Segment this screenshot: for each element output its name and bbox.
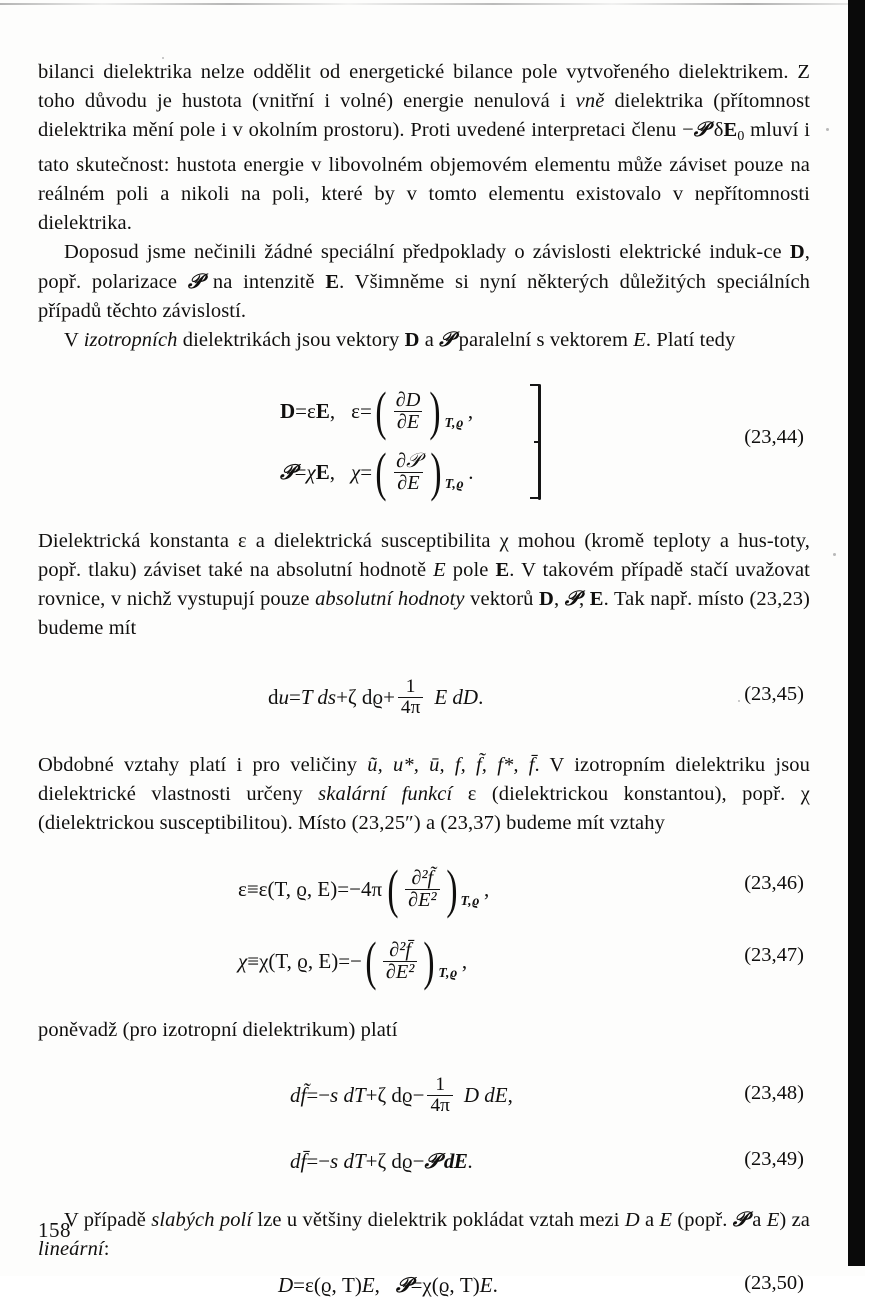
equals-sign: = [338,948,351,973]
paragraph-ponevadz [38,1016,810,1045]
scan-edge-artifact-top [0,3,850,5]
p5-text-b: . V izotropním dielektriku jsou dielektrické vlastnosti určeny [38,754,811,806]
equation-23-47 [38,932,810,990]
script-p-symbol: 𝒫 [732,1208,748,1231]
eq-23-44-line-1 [280,380,474,441]
plus-sign: + [336,684,348,709]
p2-text-c: na intenzitě [202,270,326,293]
fraction-numerator: ∂²f̄ [389,938,411,961]
p7-emph-slabych-poli: slabých polí [151,1208,253,1231]
equals-sign: = [360,459,373,484]
equals-sign: = [289,684,301,709]
trailing-comma: , [507,1083,513,1108]
eq-23-49-body [290,1149,473,1174]
chi-symbol: χ [306,459,316,484]
eq-23-45-body [268,677,483,718]
equals-sign: = [306,1083,319,1108]
term-zeta-drho: ζ dϱ [347,684,384,709]
italic-d-symbol: D [278,1273,294,1298]
equation-number: (23,46) [744,872,804,895]
fraction-numerator: 1 [435,1074,445,1095]
fraction-denominator: 4π [398,697,423,718]
p4-emph-absolutni-hodnoty: absolutní hodnoty [315,588,465,611]
paragraph-izotropnich [38,326,810,355]
plus-sign: + [365,1083,378,1108]
script-p-symbol: 𝒫 [439,328,454,351]
right-paren: ) [429,380,442,441]
right-paren: ) [423,930,435,991]
plus-sign: + [365,1149,378,1174]
identity-sign: ≡ [246,876,259,901]
subscript-t-rho: T,ϱ [444,414,464,430]
equation-number: (23,50) [744,1271,804,1294]
second-partial-derivative-group [362,930,458,991]
u-symbol: u [278,684,289,709]
right-paren: ) [445,858,458,919]
left-paren: ( [375,441,387,502]
trailing-comma: , [484,876,490,901]
equation-number: (23,44) [744,425,804,448]
left-paren: ( [365,930,377,991]
eq-23-50-body [278,1273,498,1298]
epsilon-function: ε(ϱ, T) [305,1273,362,1298]
paragraph-slabych-poli [38,1206,810,1264]
partial-derivative-group [372,380,464,441]
differential-f-tilde: df̃ [290,1083,307,1108]
italic-e-symbol: E [479,1273,493,1298]
p3-text-c: a [419,328,440,351]
trailing-comma: , [461,948,468,973]
second-partial-derivative-group [384,858,481,919]
identity-sign: ≡ [247,948,260,973]
term-zeta-drho: ζ dϱ [377,1149,413,1174]
p7-text-e: a [747,1208,767,1231]
equation-number: (23,45) [744,683,804,706]
p7-emph-linearni: lineární [38,1237,104,1260]
chi-function: χ(T, ϱ, E) [259,948,339,973]
epsilon-symbol: ε [307,398,316,423]
p6-text: poněvadž (pro izotropní dielektrikum) platí [38,1019,398,1042]
fraction [393,390,424,433]
paragraph-obdobne-vztahy [38,751,810,838]
equation-23-49 [38,1142,810,1182]
p2-text-a: Doposud jsme nečinili žádné speciální předpoklady o závislosti elektrické induk-ce [64,241,790,264]
fraction-one-over-four-pi [398,677,423,718]
italic-e-symbol: E [361,1273,375,1298]
p2-text-b: , popř. polarizace [38,241,810,293]
trailing-period: . [468,459,474,484]
italic-e-symbol: E [659,1208,673,1231]
vector-d-symbol: D [789,241,805,264]
p5-text-c: ε (dielektrickou konstantou), popř. χ (dielektrickou susceptibilitou). Místo (23,25″) a (23,37) budeme mít vztahy [38,783,810,835]
p1-line2-c: dielektrika (přítomnost [604,90,810,113]
p1-line6: v nepřítomnosti dielektrika. [38,183,810,235]
fraction-denominator: ∂E [394,472,422,494]
vector-e-symbol: E [723,119,738,142]
p3-text-a: V [64,328,84,351]
left-paren: ( [387,858,399,919]
equation-23-44 [38,381,810,503]
comma: , [329,398,336,423]
comma: , [579,588,590,611]
subscript-zero: 0 [737,129,745,145]
fraction-numerator: ∂D [395,388,421,411]
minus-sign: − [682,119,694,142]
fraction-numerator: 1 [405,675,416,697]
p3-text-d: paralelní s vektorem [453,328,634,351]
equation-number: (23,49) [744,1147,804,1170]
term-tds: T ds [300,684,337,709]
eq-23-44-line-2 [280,441,474,502]
term-e-dd: E dD [434,684,479,709]
p5-text-a: Obdobné vztahy platí i pro veličiny [38,754,368,777]
p1-line1: bilanci dielektrika nelze oddělit od energetické bilance pole vytvořeného dielektrikem. [38,61,789,83]
fraction-one-over-four-pi [427,1075,452,1116]
p4-text-a: Dielektrická konstanta ε a dielektrická susceptibilita χ mohou (kromě teploty a hus-toty, popř. tlaku) záviset také na absolutní hodnotě [38,529,810,581]
p4-text-b: pole [445,558,496,581]
equation-number: (23,47) [744,944,804,967]
plus-sign: + [383,684,395,709]
p7-text-g: : [103,1237,110,1260]
equals-sign: = [294,459,307,484]
fraction-denominator: 4π [427,1095,452,1116]
minus-sign: − [318,1149,331,1174]
equals-sign: = [410,1273,423,1298]
scan-speck [833,553,836,556]
minus-sign: − [349,876,361,901]
eq-23-48-body [290,1075,513,1116]
vector-e-symbol: E [589,588,604,611]
term-d-de: D dE [463,1083,508,1108]
trailing-comma: , [467,398,474,423]
p1-line3-a: dielektrika mění pole i v okolním prostoru). Proti uvedené interpretaci členu [38,119,683,142]
eq-23-47-body [238,930,468,991]
equation-number: (23,48) [744,1081,804,1104]
p3-emph-izotropnich: izotropních [83,328,178,351]
differential-u: du [268,684,289,709]
equation-23-48 [38,1068,810,1124]
p1-line4: mluví i tato skutečnost: hustota energie v libovolném objemovém elementu může [38,119,810,177]
equation-23-45 [38,669,810,725]
right-paren: ) [430,441,442,502]
fraction [393,451,424,494]
coefficient-four-pi: 4π [360,876,383,901]
script-p-symbol: 𝒫 [395,1273,411,1298]
epsilon-function: ε(T, ϱ, E) [258,876,338,901]
comma: , [553,588,565,611]
script-p-symbol: 𝒫 [280,459,295,484]
comma: , [374,1273,380,1298]
vector-d-symbol: D [539,588,554,611]
fraction [405,868,439,911]
p4-text-g: . Tak např. místo (23,23) budeme mít [38,588,810,640]
scan-margin-strip [865,0,877,1276]
p3-text-b: dielektrikách jsou vektory [177,328,405,351]
fraction-denominator: ∂E² [405,889,439,911]
p4-text-c: . V takovém případě stačí uvažovat rovnice, v nichž vystupují pouze [38,558,810,611]
p1-emph-vne: vně [575,90,605,113]
paragraph-doposud [38,238,810,325]
equals-sign: = [293,1273,306,1298]
trailing-period: . [478,684,484,709]
epsilon-symbol: ε [238,876,247,901]
fraction-numerator: ∂𝒫 [396,449,421,472]
system-brace-top-tip [530,384,539,386]
fraction [383,940,417,983]
p3-text-e: . Platí tedy [645,328,736,351]
p7-text-b: lze u většiny dielektrik pokládat vztah mezi [252,1208,625,1231]
equation-23-46 [38,860,810,918]
chi-symbol: χ [351,459,361,484]
vector-e-symbol: E [315,398,330,423]
vector-d-symbol: D [280,398,296,423]
fraction-numerator: ∂²f̃ [411,866,434,889]
minus-sign: − [412,1083,425,1108]
page-number: 158 [38,1218,71,1242]
equals-sign: = [295,398,308,423]
p7-text-a: V případě [64,1208,152,1231]
subscript-t-rho: T,ϱ [444,475,465,491]
epsilon-symbol: ε [351,398,360,423]
subscript-t-rho: T,ϱ [460,893,481,909]
scan-gutter-shadow [848,0,865,1266]
equals-sign: = [306,1149,319,1174]
p1-line2-a: Z toho důvodu je hustota (vnitřní i volné) energie nenulová i [38,61,810,113]
p4-text-d: vektorů [464,588,540,611]
chi-function: χ(ϱ, T) [422,1273,480,1298]
italic-e-symbol: E [766,1208,780,1231]
p5-variable-list: ũ, u*, ū, f, f̃, f*, f̄ [367,754,535,777]
eq-23-46-body [238,858,490,919]
vector-e-symbol: E [325,270,340,293]
p7-text-f: ) za [779,1208,810,1231]
system-brace-middle-tip [534,441,540,443]
term-script-p-de: 𝒫 dE [424,1149,468,1174]
vector-d-symbol: D [404,328,420,351]
term-zeta-drho: ζ dϱ [377,1083,413,1108]
equation-23-50 [38,1266,810,1306]
equals-sign: = [337,876,350,901]
minus-sign: − [350,948,362,973]
fraction-denominator: ∂E² [383,961,417,983]
fraction-denominator: ∂E [394,411,422,433]
p7-text-c: a [639,1208,660,1231]
paragraph-continuation [38,58,810,238]
subscript-t-rho: T,ϱ [438,965,458,981]
left-paren: ( [375,380,387,441]
comma: , [329,459,336,484]
differential-f-bar: df̄ [290,1149,307,1174]
chi-symbol: χ [238,948,248,973]
italic-e-symbol: E [433,558,446,581]
equals-sign: = [359,398,372,423]
minus-sign: − [318,1083,331,1108]
italic-d-symbol: D [624,1208,640,1231]
italic-e-symbol: E [633,328,646,351]
script-p-symbol: 𝒫 [564,588,579,611]
partial-derivative-group [372,441,465,502]
vector-e-symbol: E [495,558,510,581]
system-brace-bottom-tip [530,497,539,499]
minus-sign: − [412,1149,425,1174]
paragraph-dielektricka-konstanta [38,527,810,643]
p1-line5: záviset pouze na reálném poli a nikoli na poli, které by v tomto elementu existovalo [38,154,811,206]
p7-text-d: (popř. [672,1208,733,1231]
script-p-symbol: 𝒫 [693,119,709,142]
body-text-column [38,58,810,1306]
vector-e-symbol: E [315,459,330,484]
term-s-dt: s dT [330,1083,366,1108]
trailing-period: . [467,1149,473,1174]
term-s-dt: s dT [330,1149,366,1174]
p2-text-d: . Všimněme si nyní některých důležitých speciálních případů těchto závislostí. [38,270,811,322]
scan-speck [826,128,829,131]
script-p-symbol: 𝒫 [187,270,203,293]
trailing-period: . [492,1273,498,1298]
p5-emph-skalarni-funkci: skalární funkcí [318,783,453,806]
delta-symbol: δ [708,119,724,142]
